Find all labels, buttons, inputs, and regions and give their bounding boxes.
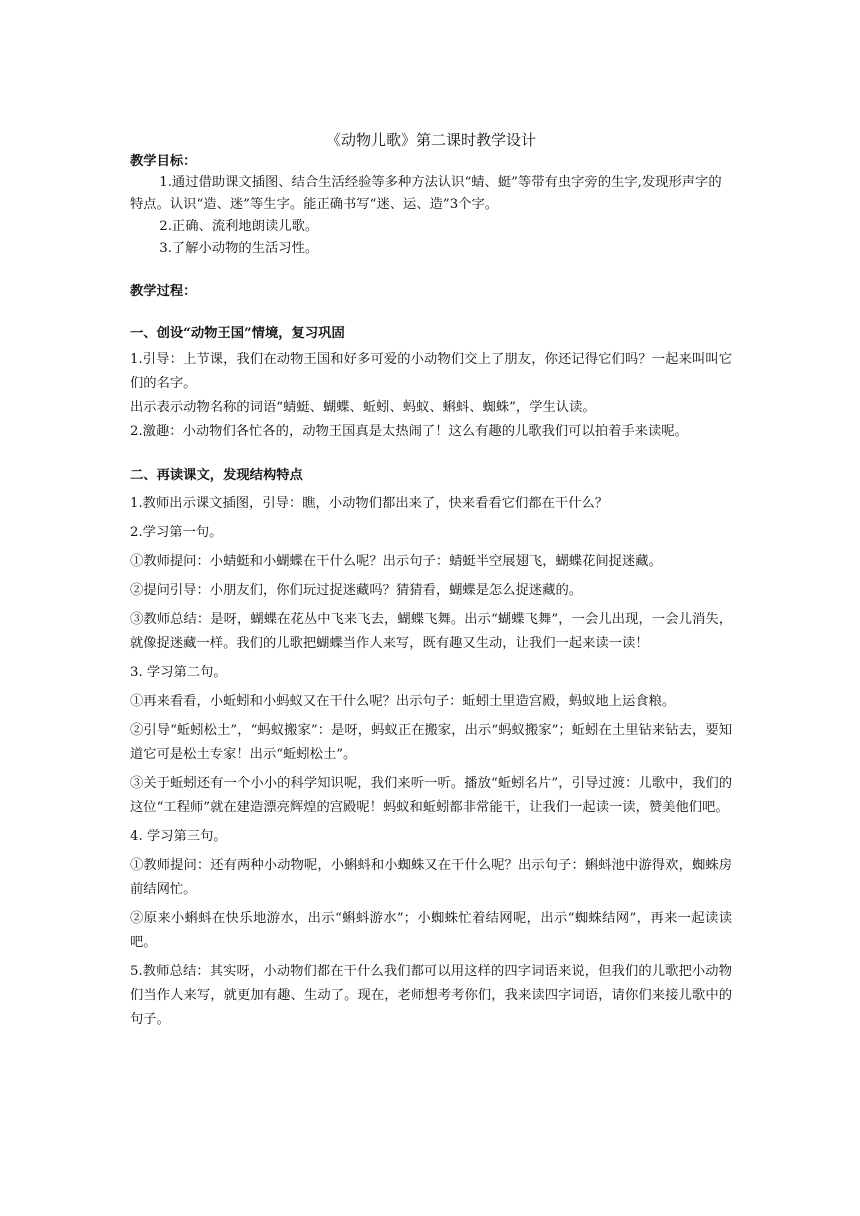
paragraph: ③关于蚯蚓还有一个小小的科学知识呢，我们来听一听。播放“蚯蚓名片”，引导过渡：儿歌中，我们的这位“工程师”就在建造漂亮辉煌的宫殿呢！蚂蚁和蚯蚓都非常能干，让我们一起读一读，赞美他们吧。 xyxy=(130,776,732,815)
paragraph: 4. 学习第三句。 xyxy=(130,829,227,844)
paragraph: ②原来小蝌蚪在快乐地游水，出示“蝌蚪游水”；小蜘蛛忙着结网呢，出示“蜘蛛结网”，再来一起读读吧。 xyxy=(130,911,732,950)
spacer xyxy=(130,444,732,466)
goal-item: 1.通过借助课文插图、结合生活经验等多种方法认识“蜻、蜓”等带有虫字旁的生字,发现形声字的特点。认识“造、迷”等生字。能正确书写“迷、运、造”3个字。 xyxy=(130,175,722,212)
paragraph: ②提问引导：小朋友们，你们玩过捉迷藏吗？猜猜看，蝴蝶是怎么捉迷藏的。 xyxy=(130,583,583,598)
paragraph: ①教师提问：还有两种小动物呢，小蝌蚪和小蜘蛛又在干什么呢？出示句子：蝌蚪池中游得欢，蜘蛛房前结网忙。 xyxy=(130,858,732,897)
paragraph: 1.教师出示课文插图，引导：瞧，小动物们都出来了，快来看看它们都在干什么？ xyxy=(130,496,609,511)
spacer xyxy=(130,302,732,324)
paragraph: 2.激趣：小动物们各忙各的，动物王国真是太热闹了！这么有趣的儿歌我们可以拍着手来读呢。 xyxy=(130,424,688,439)
paragraph: ③教师总结：是呀，蝴蝶在花丛中飞来飞去，蝴蝶飞舞。出示“蝴蝶飞舞”，一会儿出现，一会儿消失，就像捉迷藏一样。我们的儿歌把蝴蝶当作人来写，既有趣又生动，让我们一起来读一读！ xyxy=(130,612,732,651)
paragraph: ①再来看看，小蚯蚓和小蚂蚁又在干什么呢？出示句子：蚯蚓土里造宫殿，蚂蚁地上运食粮。 xyxy=(130,694,676,709)
goal-item: 2.正确、流利地朗读儿歌。 xyxy=(159,219,319,234)
paragraph: 1.引导：上节课，我们在动物王国和好多可爱的小动物们交上了朋友，你还记得它们吗？一起来叫叫它们的名字。 xyxy=(130,352,732,391)
paragraph: ①教师提问：小蜻蜓和小蝴蝶在干什么呢？出示句子：蜻蜓半空展翅飞，蝴蝶花间捉迷藏。 xyxy=(130,554,662,569)
document-page xyxy=(130,128,732,1037)
document-title: 《动物儿歌》第二课时教学设计 xyxy=(325,131,536,149)
goals-heading: 教学目标： xyxy=(130,154,197,169)
paragraph: 出示表示动物名称的词语“蜻蜓、蝴蝶、蚯蚓、蚂蚁、蝌蚪、蜘蛛”，学生认读。 xyxy=(130,400,596,415)
process-heading: 教学过程： xyxy=(130,284,197,299)
paragraph: ②引导“蚯蚓松土”，“蚂蚁搬家”：是呀，蚂蚁正在搬家，出示“蚂蚁搬家”；蚯蚓在土里钻来钻去，要知道它可是松土专家！出示“蚯蚓松土”。 xyxy=(130,723,732,762)
paragraph: 2.学习第一句。 xyxy=(130,525,223,540)
paragraph: 3. 学习第二句。 xyxy=(130,665,227,680)
section-heading: 二、再读课文，发现结构特点 xyxy=(130,468,303,483)
goal-item: 3.了解小动物的生活习性。 xyxy=(159,241,319,256)
section-heading: 一、创设“动物王国”情境，复习巩固 xyxy=(130,326,345,341)
spacer xyxy=(130,260,732,282)
paragraph: 5.教师总结：其实呀，小动物们都在干什么我们都可以用这样的四字词语来说，但我们的儿歌把小动物们当作人来写，就更加有趣、生动了。现在，老师想考考你们，我来读四字词语，请你们来接儿歌中的句子。 xyxy=(130,964,732,1027)
